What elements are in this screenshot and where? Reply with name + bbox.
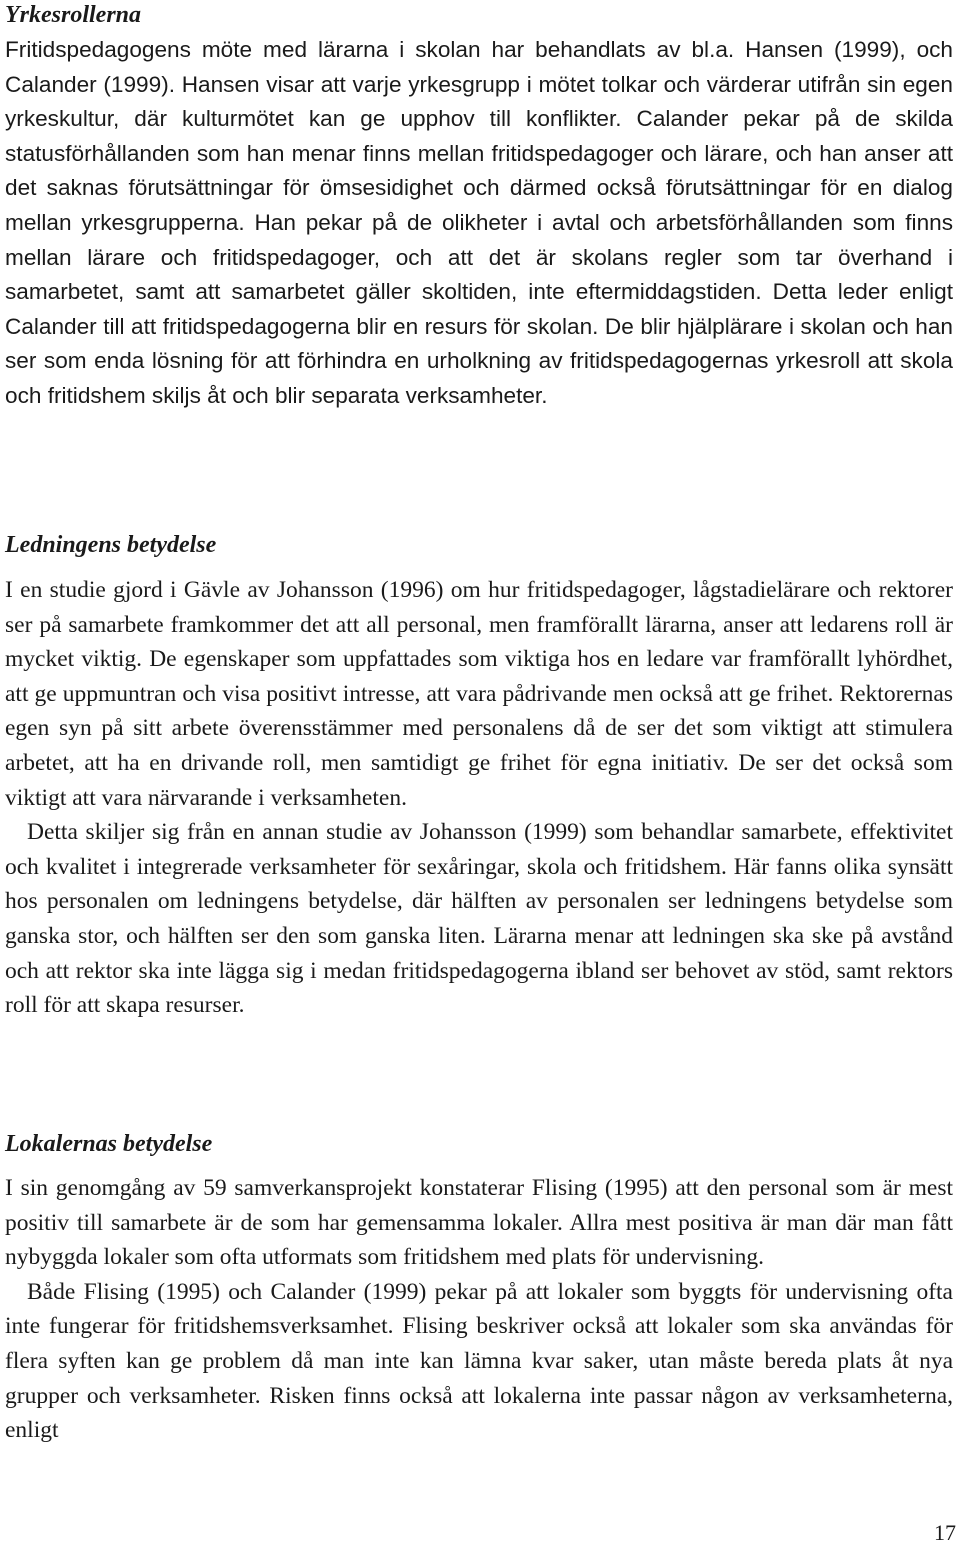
section-heading-yrkesrollerna: Yrkesrollerna	[5, 2, 142, 28]
paragraph: Fritidspedagogens möte med lärarna i skolan har behandlats av bl.a. Hansen (1999), och Calander (1999). Hansen visar att varje yrkesgrupp i mötet tolkar och värderar utifrån sin egen yrkeskultur, där kulturmötet kan ge upphov till konflikter. Calander pekar på de skilda statusförhållanden som han menar finns mellan fritidspedagoger och lärare, och han anser att det saknas förutsättningar för ömsesidighet och därmed också förutsättningar för en dialog mellan yrkesgrupperna. Han pekar på de olikheter i avtal och arbetsförhållanden som finns mellan lärare och fritidspedagoger, och att det är skolans regler som tar överhand i samarbetet, samt att samarbetet gäller skoltiden, inte eftermiddagstiden. Detta leder enligt Calander till att fritidspedagogerna blir en resurs för skolan. De blir hjälplärare i skolan och han ser som enda lösning för att förhindra en urholkning av fritidspedagogernas yrkesroll att skola och fritidshem skiljs åt och blir separata verksamheter.	[5, 37, 953, 408]
paragraph: Detta skiljer sig från en annan studie av Johansson (1999) som behandlar samarbete, effektivitet och kvalitet i integrerade verksamheter för sexåringar, skola och fritidshem. Här fanns olika synsätt hos personalen om ledningens betydelse, där hälften av personalen ser ledningens betydelse som ganska stor, och hälften ser den som ganska liten. Lärarna menar att ledningen ska ske på avstånd och att rektor ska inte lägga sig i medan fritidspedagogerna ibland ser behovet av stöd, samt rektors roll för att skapa resurser.	[5, 819, 953, 1019]
section-heading-lokalernas-betydelse: Lokalernas betydelse	[5, 1131, 213, 1157]
section-body-yrkesrollerna	[5, 33, 953, 414]
paragraph: I en studie gjord i Gävle av Johansson (1996) om hur fritidspedagoger, lågstadielärare och rektorer ser på samarbete framkommer det att all personal, men framförallt lärarna, anser att ledarens roll är mycket viktig. De egenskaper som uppfattades som viktiga hos en ledare var framförallt lyhördhet, att ge uppmuntran och visa positivt intresse, att vara pådrivande men också att ge frihet. Rektorernas egen syn på sitt arbete överensstämmer med personalens då de ser det som viktigt att stimulera arbetet, att ha en drivande roll, men samtidigt ge frihet för egna initiativ. De ser det också som viktigt att vara närvarande i verksamheten.	[5, 577, 953, 811]
paragraph: I sin genomgång av 59 samverkansprojekt konstaterar Flising (1995) att den personal som är mest positiv till samarbete är de som har gemensamma lokaler. Allra mest positiva är man där man fått nybyggda lokaler som ofta utformats som fritidshem med plats för undervisning.	[5, 1175, 953, 1271]
paragraph: Både Flising (1995) och Calander (1999) pekar på att lokaler som byggts för undervisning ofta inte fungerar för fritidshemsverksamhet. Flising beskriver också att lokaler som ska användas för flera syften kan ge problem då man inte kan lämna kvar saker, utan måste bereda plats åt nya grupper och verksamheter. Risken finns också att lokalerna inte passar någon av verksamheterna, enligt	[5, 1278, 953, 1444]
section-body-ledningens-betydelse	[5, 573, 953, 1023]
page-number: 17	[934, 1520, 956, 1545]
section-body-lokalernas-betydelse	[5, 1171, 953, 1448]
section-heading-ledningens-betydelse: Ledningens betydelse	[5, 532, 217, 558]
